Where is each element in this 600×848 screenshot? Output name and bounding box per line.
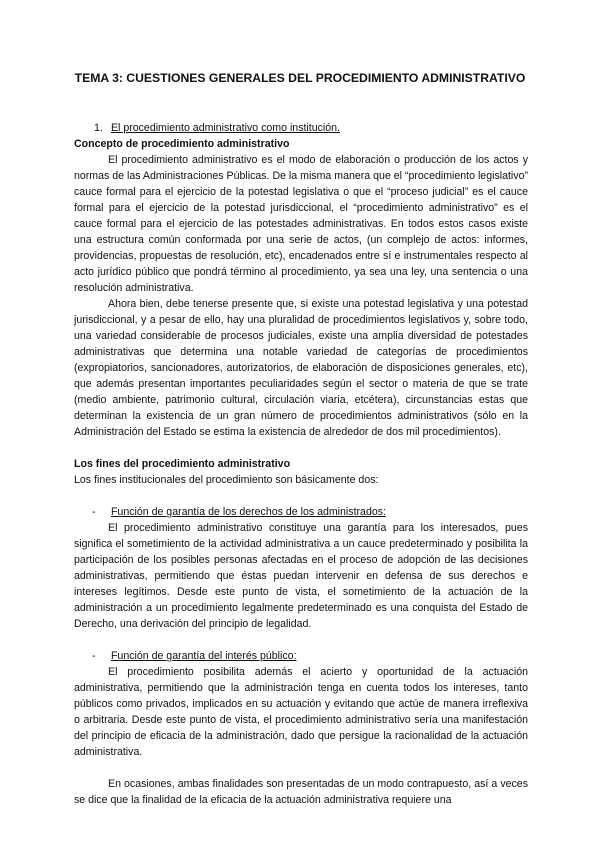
fines-item-2-label: Función de garantía del interés público: — [110, 650, 297, 662]
dash-bullet: - — [92, 506, 96, 518]
document-body — [74, 120, 528, 808]
concept-paragraph-2: Ahora bien, debe tenerse presente que, si existe una potestad legislativa y una potestad jurisdiccional, y a pesar de ello, hay una pluralidad de procedimientos legislativos y, sobre todo, una variedad considerable de procesos judiciales, existe una amplia diversidad de potestades administrativas que determina una notable variedad de categorías de procedimientos (expropiatorios, sancionadores, autorizatorios, de elaboración de disposiciones generales, etc), que además presentan importantes peculiaridades según el sector o materia de que se trate (medio ambiente, patrimonio cultural, circulación viaria, etcétera), circunstancias estas que determinan la existencia de un gran número de procedimientos administrativos (sólo en la Administración del Estado se estima la existencia de alrededor de dos mil procedimientos). — [74, 298, 528, 438]
fines-item-1-heading — [74, 504, 528, 520]
closing-paragraph: En ocasiones, ambas finalidades son presentadas de un modo contrapuesto, así a veces se dice que la finalidad de la eficacia de la actuación administrativa requiere una — [74, 778, 528, 806]
concept-heading: Concepto de procedimiento administrativo — [74, 138, 290, 150]
section-heading — [74, 120, 528, 136]
spacer — [74, 488, 528, 504]
spacer — [74, 632, 528, 648]
fines-item-1-text: El procedimiento administrativo constituye una garantía para los interesados, pues significa el sometimiento de la actividad administrativa a un cauce predeterminado y posibilita la participación de los posibles personas afectadas en el proceso de adopción de las decisiones administrativas, permitiendo que éstas puedan intervenir en defensa de sus derechos e intereses legítimos. Desde este punto de vista, el sometimiento de la actuación de la administración a un procedimiento legalmente predeterminado es una conquista del Estado de Derecho, una derivación del principio de legalidad. — [74, 522, 528, 630]
fines-item-1-label: Función de garantía de los derechos de los administrados: — [110, 506, 386, 518]
section-label: El procedimiento administrativo como institución. — [110, 122, 340, 134]
concept-paragraph-1: El procedimiento administrativo es el modo de elaboración o producción de los actos y normas de las Administraciones Públicas. De la misma manera que el “procedimiento legislativo” cauce formal para el ejercicio de la potestad legislativa o que el “proceso judicial” es el cauce formal para el ejercicio de la potestad jurisdiccional, el “procedimiento administrativo” es el cauce formal para el ejercicio de las potestades administrativas. En todos estos casos existe una estructura común conformada por una serie de actos, (un complejo de actos: informes, providencias, propuestas de resolución, etc), encadenados entre sí e instrumentales respecto al acto jurídico público que pondrá término al procedimiento, ya sea una ley, una sentencia o una resolución administrativa. — [74, 154, 528, 294]
fines-heading: Los fines del procedimiento administrativo — [74, 458, 291, 470]
fines-intro: Los fines institucionales del procedimiento son básicamente dos: — [74, 474, 379, 486]
spacer — [74, 760, 528, 776]
section-number: 1. — [94, 122, 103, 134]
fines-item-2-heading — [74, 648, 528, 664]
spacer — [74, 440, 528, 456]
fines-item-2-text: El procedimiento posibilita además el acierto y oportunidad de la actuación administrativa, permitiendo que la administración tenga en cuenta todos los intereses, tanto públicos como privados, implicados en su actuación y evitando que actúe de manera irreflexiva o arbitraria. Desde este punto de vista, el procedimiento administrativo sería una manifestación del principio de eficacia de la administración, dado que persigue la racionalidad de la actuación administrativa. — [74, 666, 528, 758]
page-title: TEMA 3: CUESTIONES GENERALES DEL PROCEDIMIENTO ADMINISTRATIVO — [74, 71, 526, 85]
dash-bullet: - — [92, 650, 96, 662]
